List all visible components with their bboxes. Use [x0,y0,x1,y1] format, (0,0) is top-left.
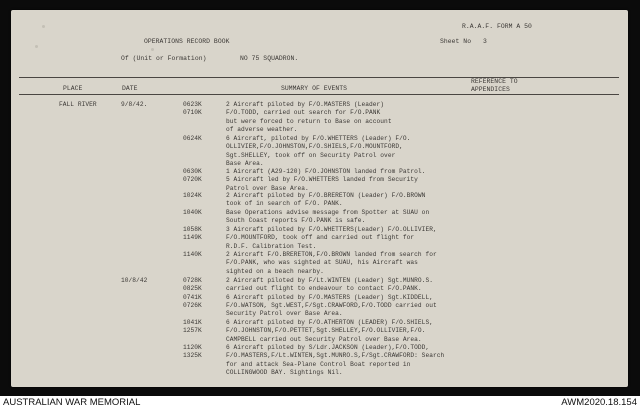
entry-time: 1040K [183,209,202,216]
entry-time: 0624K [183,135,202,142]
entry-time: 1024K [183,192,202,199]
entry-summary: 6 Aircraft piloted by F/O.ATHERTON (LEADER) F/O.SHIELS, F/O.JOHNSTON,F/O.PETTET,Sgt.SHELLEY,F/O.OLLIVIER,F/O. CAMPBELL carried out Security Patrol over Base Area. [226,319,433,343]
book-title: OPERATIONS RECORD BOOK [144,38,230,45]
column-reference: REFERENCE TO APPENDICES [471,78,518,93]
entry-summary: 2 Aircraft piloted by F/O.MASTERS (Leader) F/O.TODD, carried out search for F/O.PANK but were forced to return to Base on account of adverse weather. [226,101,392,133]
entry-time: 1120K 1325K [183,344,202,360]
entry-summary: 2 Aircraft piloted by F/Lt.WINTEN (Leader) Sgt.MUNRO.S. carried out flight to endeavour to contact F/O.PANK. 6 Aircraft piloted by F/O.MASTERS (Leader) Sgt.KIDDELL, F/O.WATSON, Sgt.WEST,F/Sgt.CRAWFORD,F/O.TODD carried out Security Patrol over Base Area. [226,277,437,317]
entry-time: 0623K 0710K [183,101,202,117]
entry-time: 1140K [183,251,202,258]
entry-summary: 6 Aircraft, piloted by F/O.WHETTERS (Leader) F/O. OLLIVIER,F/O.JOHNSTON,F/O.SHIELS,F/O.MOUNTFORD, Sgt.SHELLEY, took off on Security Patrol over Base Area. [226,135,411,167]
entry-summary: 6 Aircraft piloted by S/Ldr.JACKSON (Leader),F/O.TODD, F/O.MASTERS,F/Lt.WINTEN,Sgt.MUNRO.S,F/Sgt.CRAWFORD: Search for and attack Sea-Plane Control Boat reported in COLLINGWOOD BAY. Sightings Nil. [226,344,445,376]
entry-summary: 2 Aircraft piloted by F/O.BRERETON (Leader) F/O.BROWN took of in search of F/O. PANK. [226,192,426,208]
entry-time: 1041K 1257K [183,319,202,335]
archive-credit: AUSTRALIAN WAR MEMORIAL [3,397,141,408]
punch-hole [42,25,45,28]
entry-time: 1058K 1149K [183,226,202,242]
unit-label: Of (Unit or Formation) [121,55,207,62]
column-date: DATE [122,85,138,92]
column-place: PLACE [63,85,83,92]
entry-date: 9/8/42. [121,101,148,108]
form-number: R.A.A.F. FORM A 50 [462,23,532,30]
entry-summary: 2 Aircraft F/O.BRERETON,F/O.BROWN landed from search for F/O.PANK, who was sighted at SUAU, his Aircraft was sighted on a beach nearby. [226,251,437,275]
punch-hole [35,45,38,48]
punch-hole [151,48,154,51]
header-rule-bottom [19,94,619,95]
entry-summary: 1 Aircraft (A29-120) F/O.JOHNSTON landed from Patrol. 5 Aircraft led by F/O.WHETTERS landed from Security Patrol over Base Area. [226,168,426,192]
entry-place: FALL RIVER [59,101,97,108]
unit-value: NO 75 SQUADRON. [240,55,299,62]
header-rule-top [19,77,619,78]
column-summary: SUMMARY OF EVENTS [281,85,348,92]
sheet-number: 3 [483,38,487,45]
archive-reference: AWM2020.18.154 [561,397,637,408]
sheet-label: Sheet No [440,38,472,45]
entry-time: 0630K 0720K [183,168,202,184]
entry-time: 0728K 0825K 0741K 0726K [183,277,202,309]
entry-date: 10/8/42 [121,277,148,284]
entry-summary: Base Operations advise message from Spotter at SUAU on South Coast reports F/O.PANK is safe. [226,209,430,225]
record-sheet [11,10,628,387]
entry-summary: 3 Aircraft piloted by F/O.WHETTERS(Leader) F/O.OLLIVIER, F/O.MOUNTFORD, took off and carried out flight for R.D.F. Calibration Test. [226,226,437,250]
